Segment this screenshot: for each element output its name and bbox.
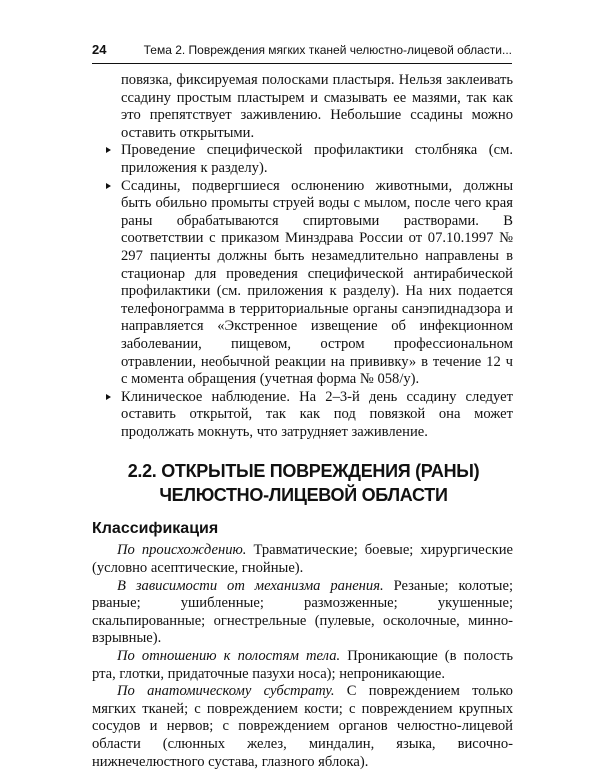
classification-paragraph bbox=[92, 683, 515, 771]
bullet-text: Клиническое наблюдение. На 2–3-й день ссадину следует оставить открытой, так как под повязкой она может продолжать мокнуть, что затрудняет заживление. bbox=[121, 388, 513, 440]
classification-paragraph bbox=[92, 542, 515, 577]
classification-lead: По анатомическому субстрату. bbox=[117, 683, 335, 700]
triangle-bullet-icon bbox=[106, 394, 111, 400]
classification-lead: В зависимости от механизма ранения. bbox=[117, 577, 384, 594]
running-head bbox=[92, 42, 512, 58]
bullet-list bbox=[92, 142, 515, 441]
classification-text: С повреждением только мягких тканей; с повреждением кости; с повреждением крупных сосудов и нервов; с повреждением органов челюстно-лицевой области (слюнных желез, миндалин, языка, височно-нижнечелюстного сустава, глазного яблока). bbox=[92, 683, 513, 770]
classification-paragraph bbox=[92, 578, 515, 648]
subsection-title: Классификация bbox=[92, 520, 219, 538]
bullet-item bbox=[92, 178, 515, 389]
classification-text: Резаные; колотые; рваные; ушибленные; размозженные; укушенные; скальпированные; огнестрельные (пулевые, осколочные, минно-взрывные). bbox=[92, 577, 513, 647]
page-body bbox=[92, 72, 515, 771]
classification-lead: По отношению к полостям тела. bbox=[117, 648, 341, 665]
triangle-bullet-icon bbox=[106, 183, 111, 189]
header-rule bbox=[92, 63, 512, 64]
section-title bbox=[92, 459, 515, 507]
bullet-text: Проведение специфической профилактики столбняка (см. приложения к разделу). bbox=[121, 142, 513, 176]
bullet-item bbox=[92, 389, 515, 442]
section-title-line: 2.2. ОТКРЫТЫЕ ПОВРЕЖДЕНИЯ (РАНЫ) bbox=[127, 461, 480, 482]
classification-lead: По происхождению. bbox=[117, 542, 247, 559]
running-title: Тема 2. Повреждения мягких тканей челюстно-лицевой области... bbox=[143, 43, 512, 57]
bullet-text: Ссадины, подвергшиеся ослюнению животными, должны быть обильно промыты струей воды с мылом, после чего края раны обрабатываются спиртовыми растворами. В соответствии с приказом Минздрава России от 07.10.1997 № 297 пациенты должны быть незамедлительно направлены в стационар для проведения специфической антирабической профилактики (см. приложения к разделу). На них подается телефонограмма в территориальные органы санэпиднадзора и направляется «Экстренное извещение об инфекционном заболевании, пищевом, остром профессиональном отравлении, необычной реакции на прививку» в течение 12 ч с момента обращения (учетная форма № 058/у). bbox=[121, 177, 513, 388]
classification-text: Травматические; боевые; хирургические (условно асептические, гнойные). bbox=[92, 542, 513, 577]
triangle-bullet-icon bbox=[106, 147, 111, 153]
classification-text: Проникающие (в полость рта, глотки, придаточные пазухи носа); непроникающие. bbox=[92, 648, 513, 682]
continuation-paragraph: повязка, фиксируемая полосками пластыря. Нельзя заклеивать ссадину простым пластырем и смазывать ее мазями, так как это препятствует заживлению. Небольшие ссадины можно оставить открытыми. bbox=[121, 72, 513, 141]
bullet-item bbox=[92, 142, 515, 177]
classification-paragraph bbox=[92, 648, 515, 683]
section-title-line: ЧЕЛЮСТНО-ЛИЦЕВОЙ ОБЛАСТИ bbox=[159, 485, 448, 506]
page-number: 24 bbox=[92, 42, 107, 57]
